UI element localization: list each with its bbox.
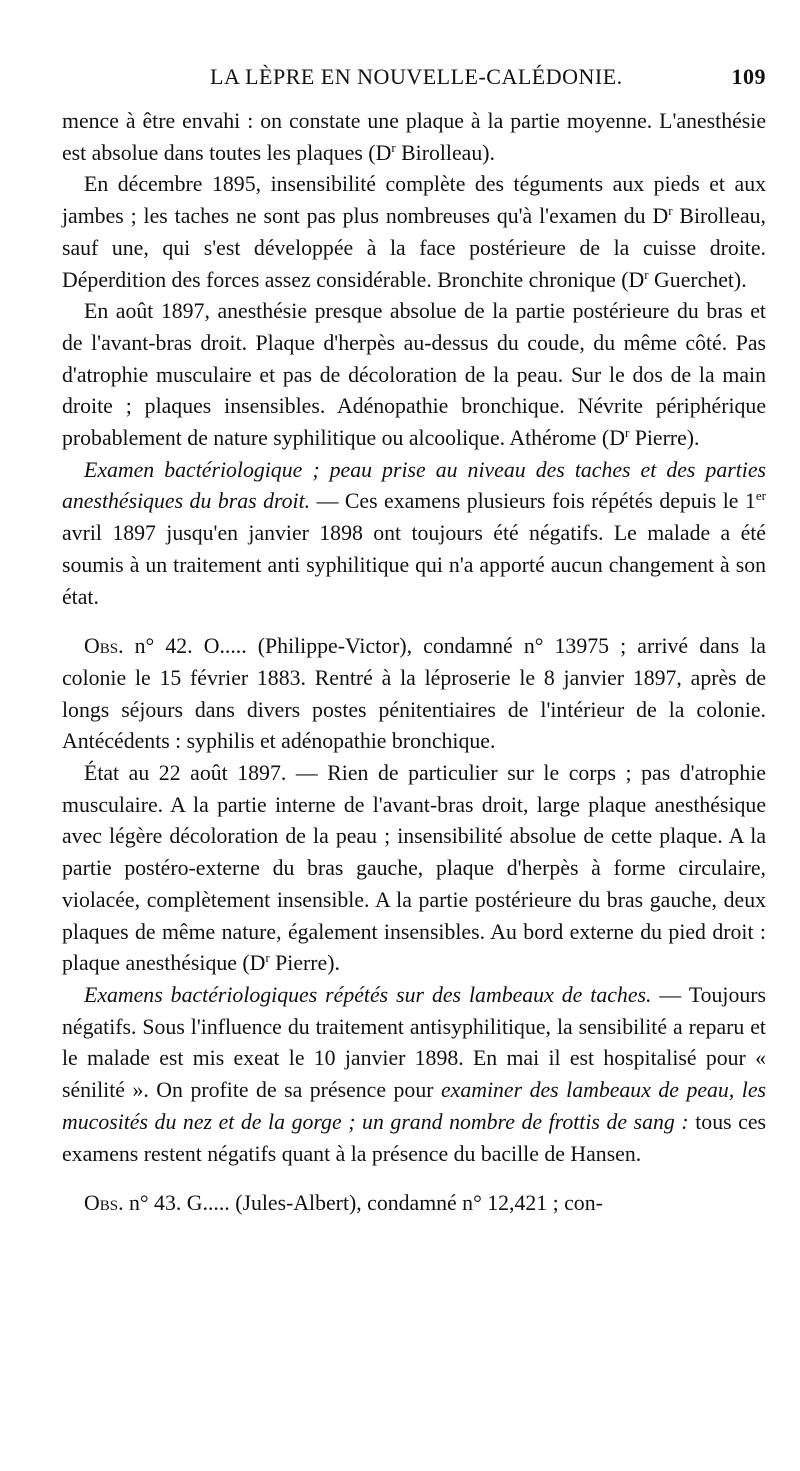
- text-run: — Ces examens plusieurs fois répétés depuis le 1: [310, 489, 756, 514]
- text-run: Guerchet).: [648, 267, 747, 292]
- superscript: r: [668, 203, 673, 219]
- italic-heading: Examen bactériologique ; peau prise au niveau des taches et des parties anesthésiques du bras droit.: [62, 457, 766, 514]
- obs-label: Obs.: [84, 1191, 124, 1216]
- page-number: 109: [731, 64, 766, 89]
- running-title: LA LÈPRE EN NOUVELLE-CALÉDONIE.: [210, 64, 623, 89]
- text-run: — Toujours négatifs. Sous l'influence du traitement antisyphilitique, la sensibilité a reparu et le malade est mis exeat le 10 janvier 1898. En mai il est hospitalisé pour « sénilité ». On profite de sa présence pour: [62, 982, 767, 1103]
- obs-number: n° 43.: [123, 1191, 187, 1216]
- text-run: Birolleau, sauf une, qui s'est développée à la face postérieure de la cuisse droite. Déperdition des forces assez considérable. Bronchite chronique (D: [62, 204, 766, 292]
- running-header: [62, 64, 766, 90]
- text-run: avril 1897 jusqu'en janvier 1898 ont toujours été négatifs. Le malade a été soumis à un traitement anti syphilitique qui n'a apporté aucun changement à son état.: [62, 521, 766, 609]
- obs-number: n° 42.: [123, 634, 204, 659]
- superscript: r: [624, 425, 630, 441]
- text-run: tous ces examens restent négatifs quant à la présence du bacille de Hansen.: [62, 1109, 766, 1166]
- superscript: r: [644, 266, 649, 282]
- paragraph-bacteriological-exams: [62, 980, 766, 1170]
- superscript: er: [755, 488, 766, 504]
- paragraph-state-august-1897: [62, 758, 766, 980]
- text-run: En décembre 1895, insensibilité complète des téguments aux pieds et aux jambes ; les taches ne sont pas plus nombreuses qu'à l'examen du D: [62, 172, 766, 229]
- text-run: mence à être envahi : on constate une plaque à la partie moyenne. L'anesthésie est absolue dans toutes les plaques (D: [62, 109, 766, 165]
- observation-42: [62, 631, 766, 758]
- paragraph-august-1897: [62, 296, 766, 455]
- obs-label: Obs.: [84, 634, 124, 659]
- text-run: O..... (Philippe-Victor), condamné n° 13975 ; arrivé dans la colonie le 15 février 1883. Rentré à la léproserie le 8 janvier 1897, après de longs séjours dans divers postes pénitentiaires de l'intérieur de la colonie. Antécédents : syphilis et adénopathie bronchique.: [62, 634, 766, 754]
- text-run: Pierre).: [269, 951, 340, 976]
- text-run: En août 1897, anesthésie presque absolue de la partie postérieure du bras et de l'avant-bras droit. Plaque d'herpès au-dessus du coude, du même côté. Pas d'atrophie musculaire et pas de décoloration de la peau. Sur le dos de la main droite ; plaques insensibles. Adénopathie bronchique. Névrite périphérique probablement de nature syphilitique ou alcoolique. Athérome (D: [62, 299, 766, 451]
- text-run: Pierre).: [629, 426, 700, 451]
- paragraph-bacteriological-exam: [62, 455, 766, 614]
- paragraph-continuation: [62, 106, 766, 169]
- superscript: r: [265, 950, 270, 966]
- italic-text: examiner des lambeaux de peau, les mucosités du nez et de la gorge ; un grand nombre de frottis de sang :: [62, 1078, 766, 1134]
- superscript: r: [391, 139, 396, 155]
- italic-heading: Examens bactériologiques répétés sur des lambeaux de taches.: [84, 982, 652, 1007]
- text-run: Birolleau).: [395, 140, 495, 165]
- body-text: [62, 106, 766, 1220]
- book-page: [62, 64, 766, 1220]
- paragraph-december-1895: [62, 169, 766, 296]
- text-run: G..... (Jules-Albert), condamné n° 12,421 ; con-: [186, 1191, 603, 1216]
- observation-43: [62, 1188, 766, 1220]
- text-run: État au 22 août 1897. — Rien de particulier sur le corps ; pas d'atrophie musculaire. A la partie interne de l'avant-bras droit, large plaque anesthésique avec légère décoloration de la peau ; insensibilité absolue de cette plaque. A la partie postéro-externe du bras gauche, plaque d'herpès à forme circulaire, violacée, complètement insensible. A la partie postérieure du bras gauche, deux plaques de même nature, également insensibles. Au bord externe du pied droit : plaque anesthésique (D: [62, 761, 766, 976]
